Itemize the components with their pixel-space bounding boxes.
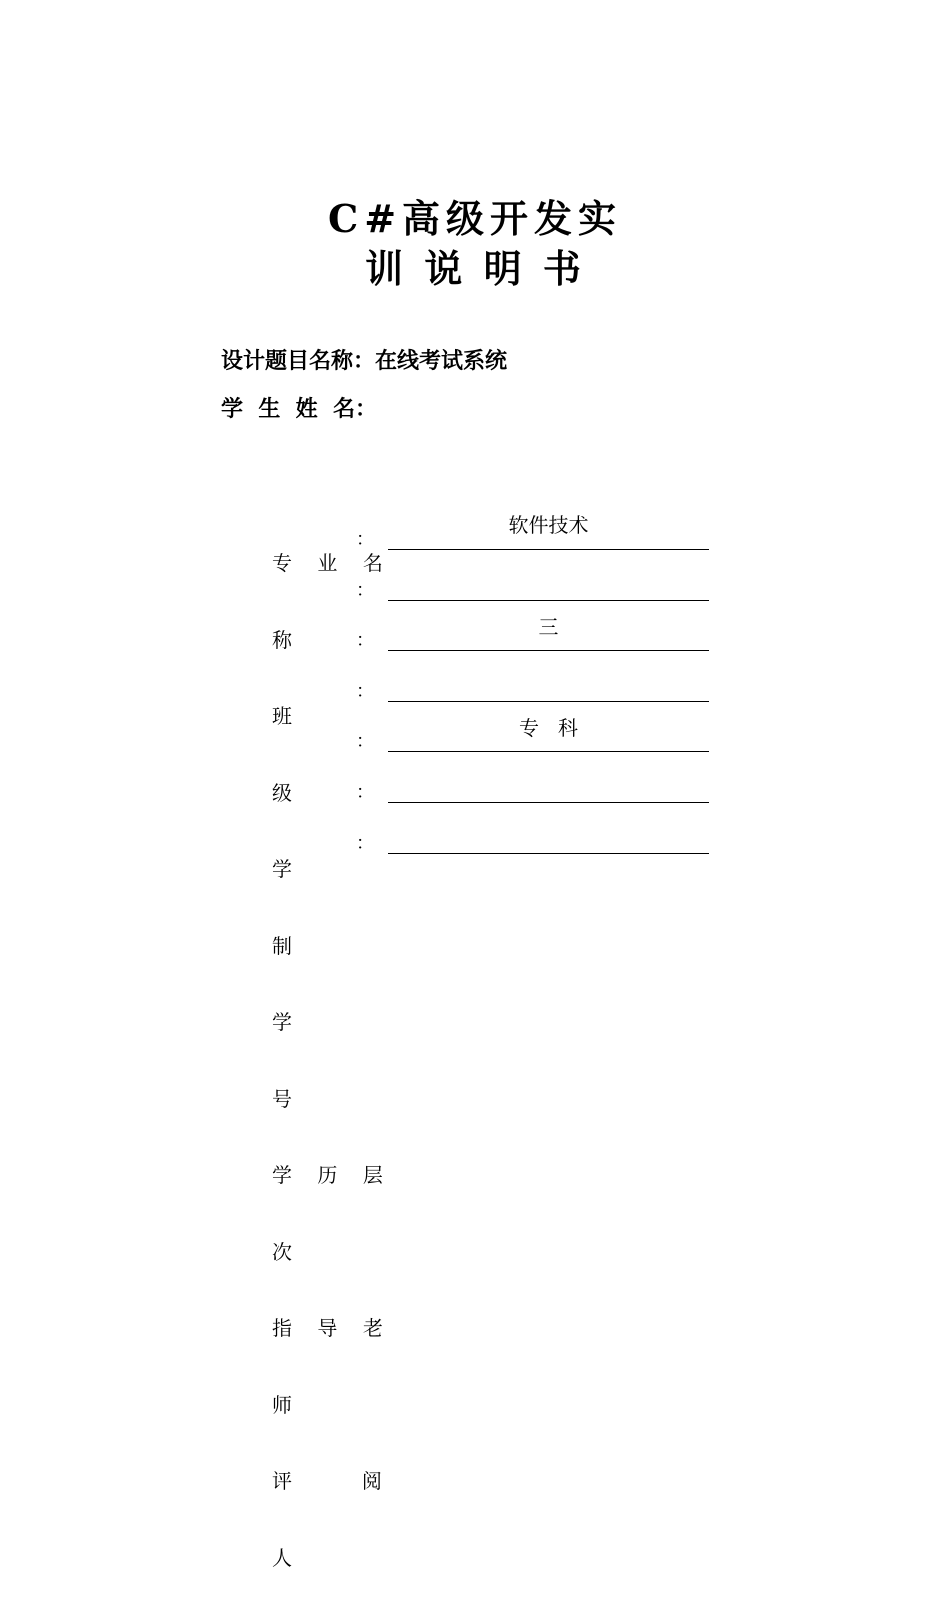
advisor-colon: ： — [356, 782, 374, 803]
document-title-line-1: C#高级开发实 — [327, 196, 623, 241]
level-value: 专 科 — [518, 716, 579, 740]
level-colon: ： — [356, 731, 374, 752]
topic-value: 在线考试系统 — [375, 349, 508, 374]
reviewer-colon: ： — [356, 833, 374, 854]
label-line: 称 — [272, 627, 292, 652]
class-field-line — [388, 600, 709, 601]
student-name-row — [221, 396, 377, 424]
major-value: 软件技术 — [508, 513, 589, 537]
topic-label: 设计题目名称： — [221, 349, 376, 374]
document-title-line-2: 训 说 明 书 — [365, 246, 585, 291]
major-colon: ： — [356, 529, 374, 550]
label-line: 制 — [272, 933, 292, 958]
reviewer-field-line — [388, 853, 709, 854]
label-line: 师 — [272, 1392, 292, 1417]
label-line: 专 业 名 — [272, 551, 383, 575]
student-name-label: 学 生 姓 名： — [221, 397, 377, 422]
label-line: 评 阅 — [272, 1469, 382, 1493]
label-line: 级 — [272, 780, 292, 805]
duration-field-line — [388, 650, 709, 651]
label-line: 号 — [272, 1086, 292, 1111]
duration-value: 三 — [538, 615, 559, 639]
label-line: 人 — [272, 1545, 292, 1570]
major-field-line — [388, 549, 709, 550]
topic-row — [221, 348, 507, 376]
label-line: 班 — [272, 704, 292, 728]
class-colon: ： — [356, 580, 374, 601]
student-id-colon: ： — [356, 681, 374, 702]
duration-colon: ： — [356, 630, 374, 651]
advisor-field-line — [388, 802, 709, 803]
label-line: 指 导 老 — [272, 1316, 383, 1340]
level-field-line — [388, 751, 709, 752]
label-line: 次 — [272, 1239, 292, 1264]
label-line: 学 — [272, 857, 292, 881]
label-line: 学 历 层 — [272, 1163, 383, 1187]
student-id-field-line — [388, 701, 709, 702]
form-labels — [272, 500, 382, 1597]
label-line: 学 — [272, 1010, 292, 1034]
